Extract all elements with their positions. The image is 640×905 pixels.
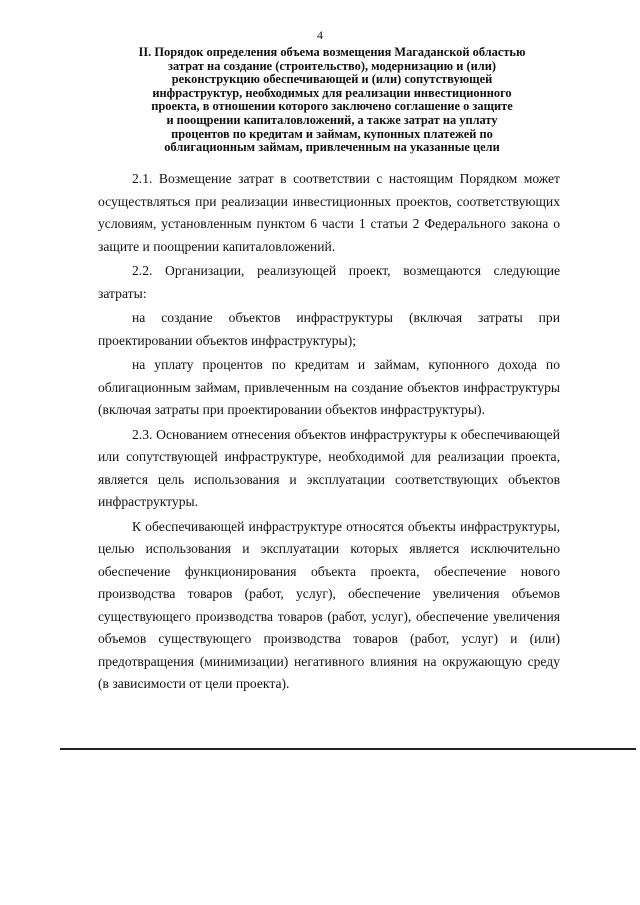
page-number: 4 [317, 28, 323, 42]
paragraph-2-3: 2.3. Основанием отнесения объектов инфраструктуры к обеспечивающей или сопутствующей инфраструктуре, необходимой для реализации проекта, является цель использования и эксплуатации соответствующих объектов инфраструктуры. [98, 426, 560, 509]
heading-line: II. Порядок определения объема возмещения Магаданской областью [138, 45, 526, 59]
section-heading [98, 46, 566, 155]
heading-line: затрат на создание (строительство), модернизацию и (или) [168, 58, 496, 73]
paragraph-2-1: 2.1. Возмещение затрат в соответствии с настоящим Порядком может осуществляться при реализации инвестиционных проектов, соответствующих условиям, установленным пунктом 6 части 1 статьи 2 Федерального закона о защите и поощрении капиталовложений. [98, 171, 560, 254]
paragraph-interest-costs: на уплату процентов по кредитам и займам, купонного дохода по облигационным займам, привлеченным на создание объектов инфраструктуры (включая затраты при проектировании объектов инфраструктуры). [98, 357, 560, 417]
heading-line: инфраструктур, необходимых для реализации инвестиционного [152, 85, 512, 100]
paragraph-2-2: 2.2. Организации, реализующей проект, возмещаются следующие затраты: [98, 263, 560, 301]
paragraph-infrastructure-costs: на создание объектов инфраструктуры (включая затраты при проектировании объектов инфраструктуры); [98, 310, 560, 348]
paragraph-supporting-infrastructure: К обеспечивающей инфраструктуре относятся объекты инфраструктуры, целью использования и эксплуатации которых является исключительно обеспечение функционирования объекта проекта, обеспечение нового производства товаров (работ, услуг), обеспечение увеличения объемов существующего производства товаров (работ, услуг), обеспечение увеличения объемов существующего производства товаров (работ, услуг) и (или) предотвращения (минимизации) негативного влияния на окружающую среду (в зависимости от цели проекта). [98, 518, 560, 691]
footer-divider [60, 748, 636, 750]
heading-line: процентов по кредитам и займам, купонных платежей по [171, 126, 493, 141]
document-body [98, 168, 560, 698]
heading-line: облигационным займам, привлеченным на указанные цели [164, 140, 500, 155]
heading-line: проекта, в отношении которого заключено соглашение о защите [151, 99, 513, 114]
heading-line: реконструкцию обеспечивающей и (или) сопутствующей [171, 72, 493, 87]
heading-line: и поощрении капиталовложений, а также затрат на уплату [166, 112, 498, 127]
